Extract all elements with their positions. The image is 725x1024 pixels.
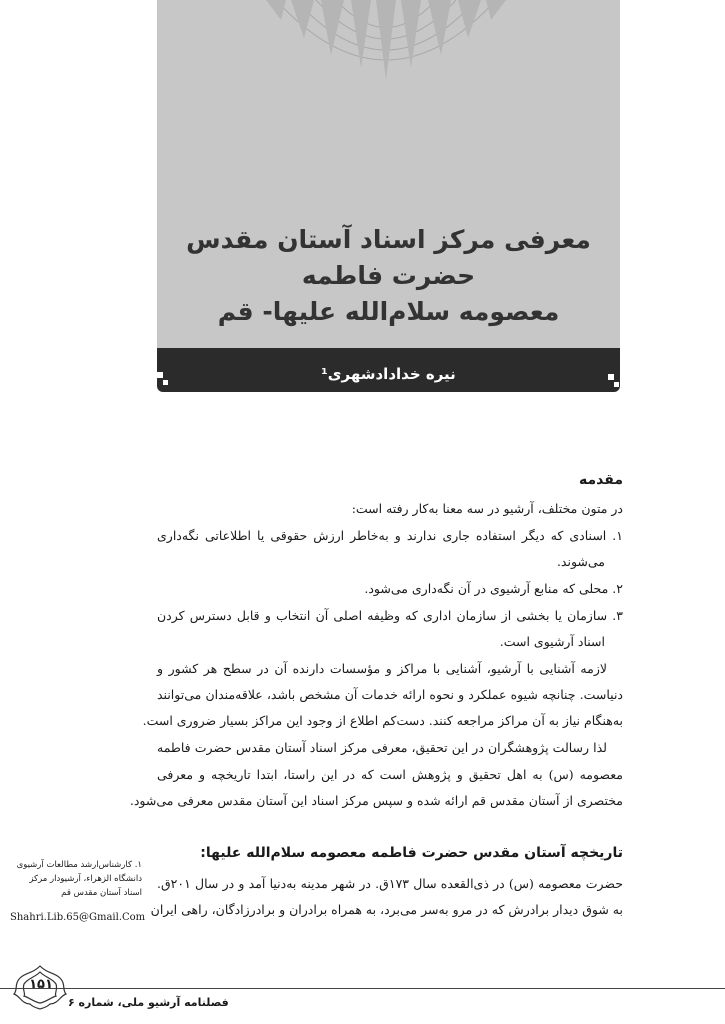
journal-name: فصلنامه آرشیو ملی، شماره ۶ [68,996,229,1009]
list-item-3-cont: اسناد آرشیوی است. [499,634,605,649]
paragraph-1-line-1: لازمه آشنایی با آرشیو، آشنایی با مراکز و مؤسسات دارنده آن در سطح هر کشور و [157,661,607,676]
author-name: نیره خدادادشهری¹ [321,365,456,383]
title-line-2: معصومه سلام‌الله علیها- قم [217,297,560,326]
article-title [157,222,620,330]
history-line-2: به شوق دیدار برادرش که در مرو به‌سر می‌برد، به همراه برادران و برادرزادگان، راهی ایران [150,902,623,917]
paragraph-1-line-2: دنیاست. چنانچه شیوه عملکرد و نحوه ارائه خدمات آن مشخص باشد، علاقه‌مندان می‌توانند [157,687,623,702]
paragraph-2-line-1: لذا رسالت پژوهشگران در این تحقیق، معرفی مرکز اسناد آستان مقدس حضرت فاطمه [157,740,607,755]
history-line-1: حضرت معصومه (س) در ذی‌القعده سال ۱۷۳ق. در شهر مدینه به‌دنیا آمد و در سال ۲۰۱ق. [157,876,623,891]
paragraph-2-line-3: مختصری از آستان مقدس قم ارائه شده و سپس مرکز اسناد این آستان مقدس معرفی می‌شود. [129,793,623,808]
list-item-2: ۲. محلی که منابع آرشیوی در آن نگه‌داری می‌شود. [364,581,623,596]
paragraph-1-line-3: به‌هنگام نیاز به آن مراکز مراجعه کنند. دست‌کم اطلاع از وجود این مراکز بسیار ضروری است. [142,713,623,728]
history-heading: تاریخچه آستان مقدس حضرت فاطمه معصومه سلام‌الله علیها: [200,845,623,861]
list-item-1: ۱. اسنادی که دیگر استفاده جاری ندارند و به‌خاطر ارزش حقوقی یا اطلاعاتی نگه‌داری [157,528,623,543]
page-number: ۱۵۱ [29,977,53,992]
list-item-3: ۳. سازمان یا بخشی از سازمان اداری که وظیفه اصلی آن انتخاب و قابل دسترس کردن [157,608,623,623]
title-line-1: معرفی مرکز اسناد آستان مقدس حضرت فاطمه [186,225,591,290]
list-item-1-cont: می‌شوند. [556,554,605,569]
paragraph-2-line-2: معصومه (س) به اهل تحقیق و پژوهش است که در این راستا، ابتدا تاریخچه و معرفی [157,767,623,782]
sun-ornament-icon [236,0,536,90]
intro-lead: در متون مختلف، آرشیو در سه معنا به‌کار رفته است: [351,501,623,516]
intro-heading: مقدمه [579,472,623,488]
footnote-email: Shahri.Lib.65@Gmail.Com [10,912,146,923]
footnote-text: ۱. کارشناس‌ارشد مطالعات آرشیوی دانشگاه الزهراء، آرشیودار مرکز اسناد آستان مقدس قم [16,860,142,898]
footer-divider [0,988,725,989]
